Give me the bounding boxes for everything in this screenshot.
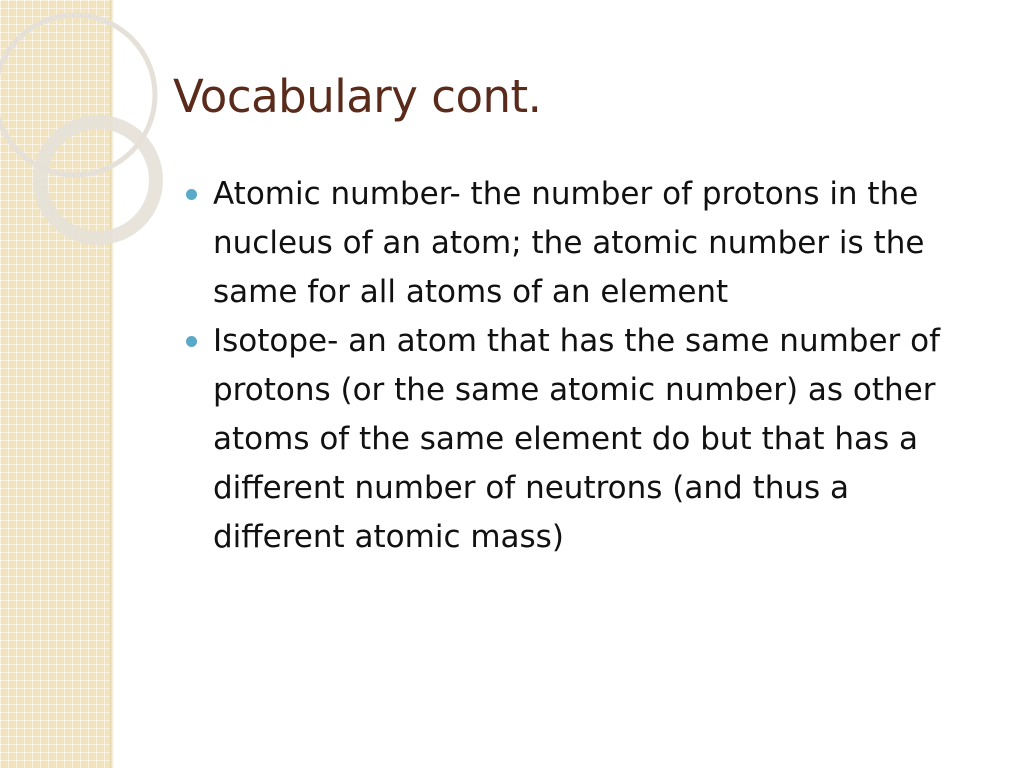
slide-title: Vocabulary cont. [173, 70, 542, 123]
bullet-item-isotope [186, 317, 986, 562]
bullet-text: Atomic number- the number of protons in the nucleus of an atom; the atomic number is the same for all atoms of an element [213, 176, 925, 310]
bullet-dot-icon [186, 336, 197, 347]
bullet-dot-icon [186, 189, 197, 200]
decorative-rings [0, 0, 180, 260]
bullet-item-atomic-number [186, 170, 986, 317]
bullet-list [186, 170, 986, 562]
bullet-text: Isotope- an atom that has the same number of protons (or the same atomic number) as other atoms of the same element do but that has a different number of neutrons (and thus a different atomic mass) [213, 323, 941, 555]
decorative-ring-small [40, 122, 156, 238]
decorative-ring-large [0, 15, 155, 175]
